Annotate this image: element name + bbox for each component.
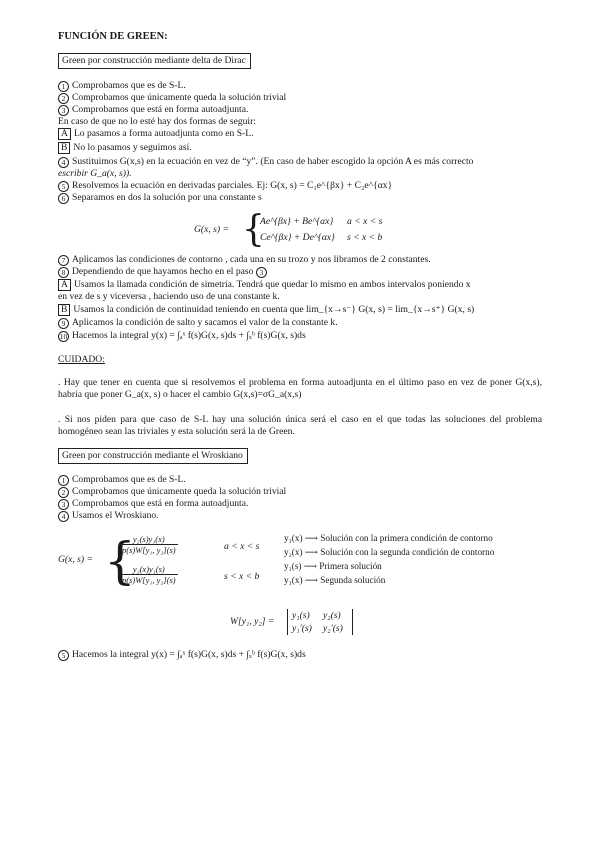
circled-number: 8 xyxy=(58,267,69,278)
circled-number: 10 xyxy=(59,332,68,341)
s1-step-4: 4 Sustituimos G(x,s) en la ecuación en vez de “y”. (En caso de haber escogido la opción A es más correcto xyxy=(58,156,473,168)
det-bar-right xyxy=(352,609,353,635)
piecewise-equation xyxy=(194,209,434,252)
piecewise-cond-1: a < x < s xyxy=(347,216,383,227)
s2-step-5: 5 Hacemos la integral y(x) = ∫ₐˣ f(s)G(x, s)ds + ∫ₓᵇ f(s)G(x, s)ds xyxy=(58,649,306,661)
green-wronskian-formula xyxy=(58,530,278,590)
det-d: y₂′(s) xyxy=(323,623,343,634)
option-label: A xyxy=(58,279,71,291)
page-title: FUNCIÓN DE GREEN: xyxy=(58,31,168,42)
fraction-2: $\frac{\text{y₂(x)y₁(s)}}{\text{p(s)W[y₁, y₂](s)}}$ xyxy=(122,564,176,585)
circled-reference: 3 xyxy=(256,267,267,278)
section1-box: Green por construcción mediante delta de Dirac xyxy=(58,53,251,69)
circled-number: 7 xyxy=(58,255,69,266)
caution-paragraph-1: . Hay que tener en cuenta que si resolvemos el problema en forma autoadjunta en el último paso en vez de poner G(x,s), habría que poner G_a(x, s) o hacer el cambio G(x,s)=σG_a(x,s) xyxy=(58,377,542,400)
note-3: y₁(s) ⟶ Primera solución xyxy=(284,561,382,571)
s1-option-a: A Lo pasamos a forma autoadjunta como en S-L. xyxy=(58,128,254,140)
det-b: y₂(s) xyxy=(323,610,341,621)
circled-number: 5 xyxy=(58,650,69,661)
s1-option-a2: A Usamos la llamada condición de simetría. Tendrá que quedar lo mismo en ambos intervalos poniendo x xyxy=(58,279,471,291)
circled-number: 1 xyxy=(58,475,69,486)
circled-number: 5 xyxy=(58,181,69,192)
circled-number: 2 xyxy=(58,93,69,104)
s1-intro: En caso de que no lo esté hay dos formas de seguir: xyxy=(58,116,256,127)
det-a: y₁(s) xyxy=(292,610,310,621)
s1-step-2: 2 Comprobamos que únicamente queda la solución trivial xyxy=(58,92,286,104)
s1-step-5: 5 Resolvemos la ecuación en derivadas parciales. Ej: G(x, s) = C₁e^{βx} + C₂e^{αx} xyxy=(58,180,392,192)
s2-step-2: 2 Comprobamos que únicamente queda la solución trivial xyxy=(58,486,286,498)
s1-option-b: B No lo pasamos y seguimos así. xyxy=(58,142,192,154)
det-bar-left xyxy=(287,609,288,635)
formula-cond-1: a < x < s xyxy=(224,541,260,552)
piecewise-case-2: Ce^{βx} + De^{αx} xyxy=(260,232,335,243)
circled-number: 6 xyxy=(58,193,69,204)
det-c: y₁′(s) xyxy=(292,623,312,634)
s1-step-4-cont: escribir G_a(x, s)). xyxy=(58,168,132,179)
note-4: y₁(x) ⟶ Segunda solución xyxy=(284,575,386,585)
option-label: B xyxy=(58,142,70,154)
left-brace: { xyxy=(242,209,265,250)
circled-number: 4 xyxy=(58,511,69,522)
s1-step-6: 6 Separamos en dos la solución por una constante s xyxy=(58,192,262,204)
caution-paragraph-2: . Si nos piden para que caso de S-L hay una solución única será el caso en el que todas las soluciones del problema homogéneo sean las triviales y esta solución será la de Green. xyxy=(58,414,542,437)
formula-cond-2: s < x < b xyxy=(224,571,260,582)
option-label: B xyxy=(58,304,70,316)
s1-step-1: 1 Comprobamos que es de S-L. xyxy=(58,80,186,92)
s1-step-8: 8 Dependiendo de que hayamos hecho en el paso 3 xyxy=(58,266,270,278)
s1-step-7: 7 Aplicamos las condiciones de contorno , cada una en su trozo y nos libramos de 2 constantes. xyxy=(58,254,431,266)
piecewise-lhs: G(x, s) = xyxy=(194,224,229,235)
s1-step-9: 9 Aplicamos la condición de salto y sacamos el valor de la constante k. xyxy=(58,317,338,329)
circled-number: 2 xyxy=(58,487,69,498)
note-1: y₁(x) ⟶ Solución con la primera condición de contorno xyxy=(284,533,493,543)
wronskian-lhs: W[y₁, y₂] = xyxy=(230,616,275,627)
note-2: y₂(x) ⟶ Solución con la segunda condición de contorno xyxy=(284,547,495,557)
circled-number: 3 xyxy=(58,499,69,510)
piecewise-cond-2: s < x < b xyxy=(347,232,383,243)
s1-option-a2-cont: en vez de s y viceversa , haciendo uso de una constante k. xyxy=(58,291,280,302)
formula-lhs: G(x, s) = xyxy=(58,554,93,565)
s1-step-10: 10 Hacemos la integral y(x) = ∫ₐˣ f(s)G(x, s)ds + ∫ₓᵇ f(s)G(x, s)ds xyxy=(59,330,306,341)
s1-step-3: 3 Comprobamos que está en forma autoadjunta. xyxy=(58,104,248,116)
option-label: A xyxy=(58,128,71,140)
s2-step-3: 3 Comprobamos que está en forma autoadjunta. xyxy=(58,498,248,510)
circled-number: 3 xyxy=(58,105,69,116)
fraction-1: $\frac{\text{y₂(s)y₁(x)}}{\text{p(s)W[y₁, y₂](s)}}$ xyxy=(122,534,176,555)
circled-number: 4 xyxy=(58,157,69,168)
s2-step-4: 4 Usamos el Wroskiano. xyxy=(58,510,159,522)
circled-number: 1 xyxy=(58,81,69,92)
solution-notes xyxy=(284,532,494,588)
s1-option-b2: B Usamos la condición de continuidad teniendo en cuenta que lim_{x→s⁻} G(x, s) = lim_{x→s⁺} G(x, s) xyxy=(58,304,474,316)
caution-heading: CUIDADO: xyxy=(58,354,105,365)
s2-step-1: 1 Comprobamos que es de S-L. xyxy=(58,474,186,486)
left-brace: { xyxy=(104,532,136,590)
circled-number: 9 xyxy=(58,318,69,329)
section2-box: Green por construcción mediante el Wroskiano xyxy=(58,448,248,464)
piecewise-case-1: Ae^{βx} + Be^{αx} xyxy=(260,216,334,227)
wronskian-determinant xyxy=(230,608,360,638)
